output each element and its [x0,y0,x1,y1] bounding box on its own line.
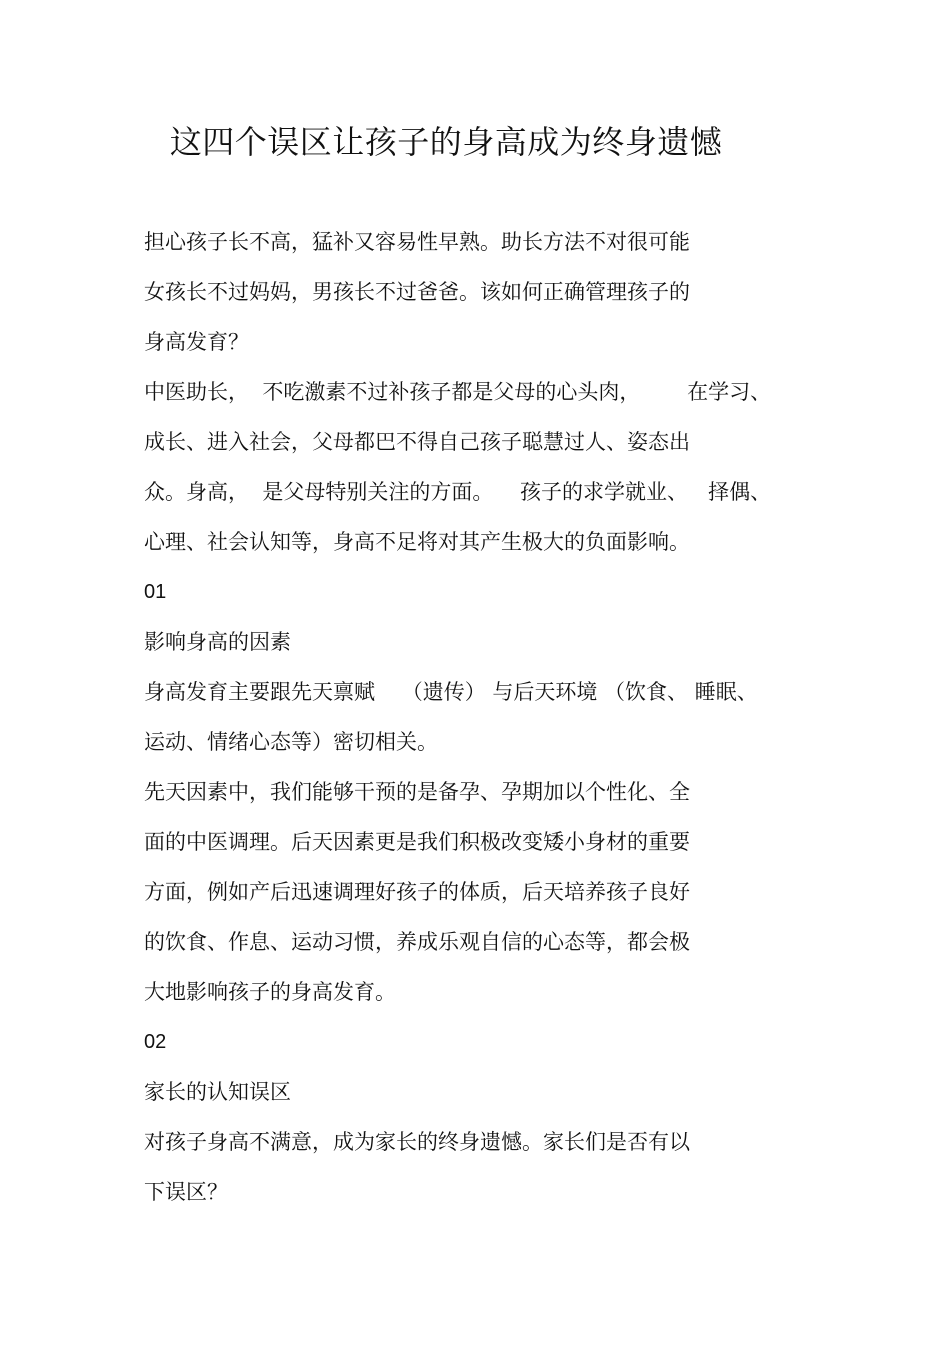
section-number: 02 [144,1031,167,1053]
body-line: 先天因素中，我们能够干预的是备孕、孕期加以个性化、全 [144,780,690,804]
body-line: 众。身高， 是父母特别关注的方面。 孩子的求学就业、 择偶、 [144,480,772,504]
body-line: 的饮食、作息、运动习惯，养成乐观自信的心态等，都会极 [144,930,690,954]
body-line: 心理、社会认知等，身高不足将对其产生极大的负面影响。 [144,530,690,554]
body-line: 下误区？ [144,1180,228,1204]
section-heading: 家长的认知误区 [144,1080,291,1104]
document-body [144,217,844,1217]
body-line: 担心孩子长不高，猛补又容易性早熟。助长方法不对很可能 [144,230,690,254]
body-line: 大地影响孩子的身高发育。 [144,980,396,1004]
document-title: 这四个误区让孩子的身高成为终身遗憾 [169,123,723,161]
section-heading: 影响身高的因素 [144,630,291,654]
body-line: 成长、进入社会，父母都巴不得自己孩子聪慧过人、姿态出 [144,430,690,454]
body-line: 运动、情绪心态等）密切相关。 [144,730,438,754]
body-line: 女孩长不过妈妈，男孩长不过爸爸。该如何正确管理孩子的 [144,280,690,304]
body-line: 面的中医调理。后天因素更是我们积极改变矮小身材的重要 [144,830,690,854]
section-number: 01 [144,581,167,603]
body-line: 方面，例如产后迅速调理好孩子的体质，后天培养孩子良好 [144,880,690,904]
body-line: 中医助长， 不吃激素不过补孩子都是父母的心头肉， 在学习、 [144,380,772,404]
body-line: 对孩子身高不满意，成为家长的终身遗憾。家长们是否有以 [144,1130,690,1154]
body-line: 身高发育主要跟先天禀赋 （遗传） 与后天环境 （饮食、 睡眠、 [144,680,758,704]
body-line: 身高发育？ [144,330,249,354]
